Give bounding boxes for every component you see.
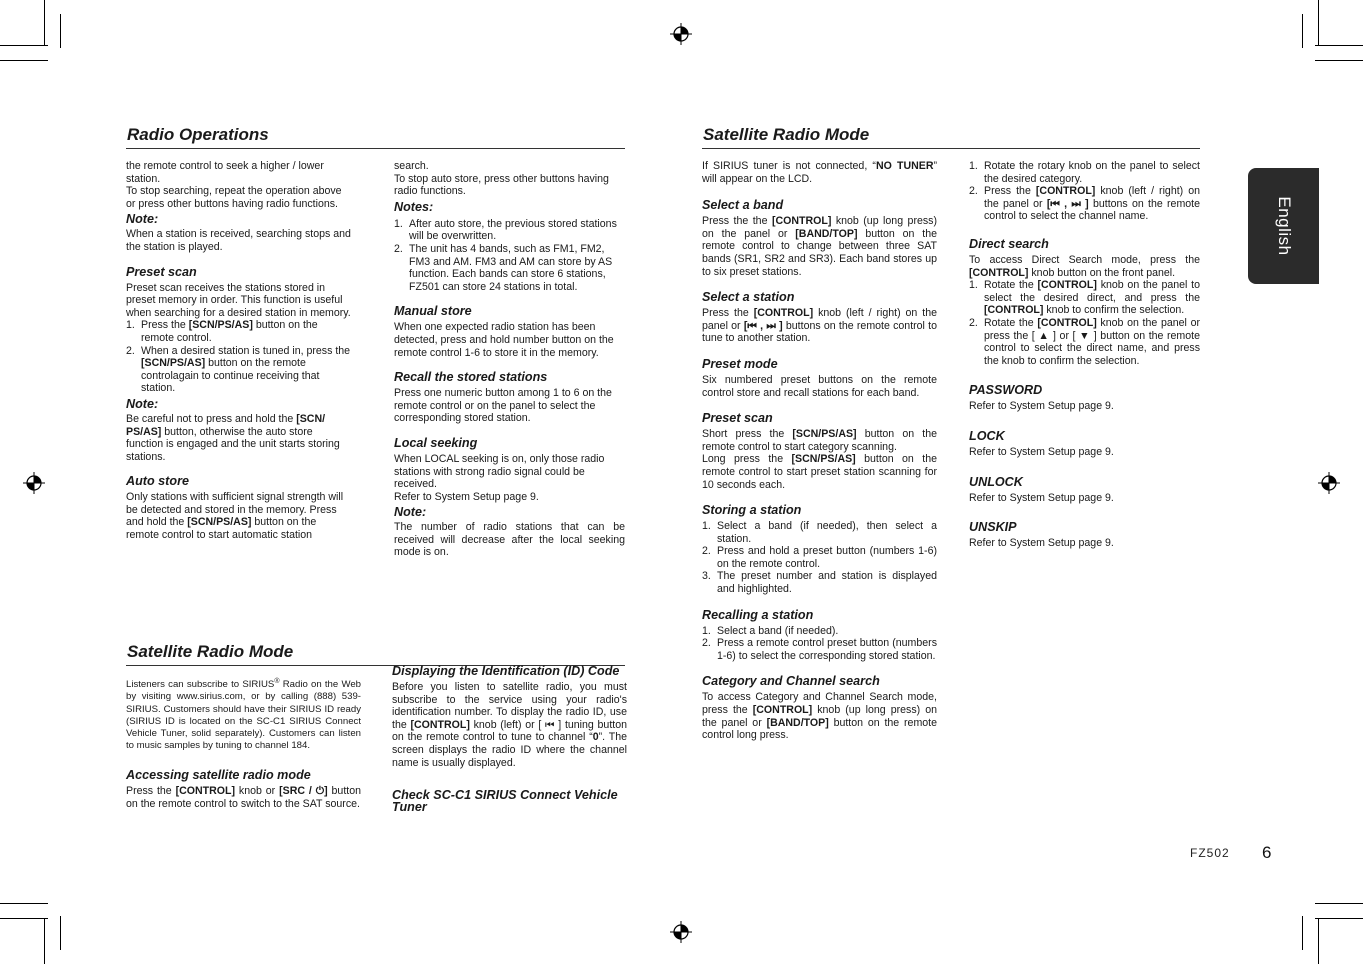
list-item: 2. Press and hold a preset button (numbers 1-6) on the remote control. [702, 545, 937, 570]
crop-mark [1318, 0, 1319, 46]
body-text: The number of radio stations that can be received will decrease after the local seeking mode is on. [394, 521, 625, 559]
select-station-heading: Select a station [702, 290, 795, 305]
category-channel-heading: Category and Channel search [702, 674, 880, 689]
list-item: 3. The preset number and station is displayed and highlighted. [702, 570, 937, 596]
note-heading: Note: [126, 396, 159, 411]
recalling-station-heading: Recalling a station [702, 607, 814, 622]
registration-mark-icon [1318, 472, 1340, 494]
list-item: 1. Press the [SCN/PS/AS] button on the remote control. [126, 319, 318, 344]
body-text: To stop auto store, press other buttons having radio functions. [394, 172, 609, 198]
body-text: the remote control to seek a higher / lower station. [126, 160, 324, 185]
crop-mark [1315, 918, 1363, 919]
satellite-radio-title-left: Satellite Radio Mode [127, 642, 294, 661]
registration-mark-icon [670, 23, 692, 45]
body-text: To stop searching, repeat the operation above or press other buttons having radio functions. [126, 185, 342, 210]
radio-operations-title: Radio Operations [127, 125, 269, 144]
body-text: When a station is received, searching stops and the station is played. [126, 228, 351, 253]
body-text: Be careful not to press and hold the [SCN/ PS/AS] button, otherwise the auto store function is engaged and the unit starts storing stations. [126, 412, 340, 463]
section-rule [126, 148, 625, 149]
body-text: Refer to System Setup page 9. [969, 445, 1114, 458]
list-item: 2. When a desired station is tuned in, press the [SCN/PS/AS] button on the remote controlagain to continue receiving that station. [126, 344, 351, 395]
section-rule [702, 148, 1200, 149]
unskip-heading: UNSKIP [969, 520, 1017, 535]
crop-mark [60, 14, 61, 48]
lock-heading: LOCK [969, 428, 1005, 443]
list-item: 1. After auto store, the previous stored stations will be overwritten. [394, 217, 617, 243]
crop-mark [1315, 45, 1363, 46]
crop-mark [0, 45, 48, 46]
select-band-heading: Select a band [702, 198, 784, 213]
crop-mark [1318, 918, 1319, 964]
notes-heading: Notes: [394, 199, 434, 214]
storing-station-heading: Storing a station [702, 503, 802, 518]
check-tuner-heading: Check SC-C1 SIRIUS Connect Vehicle Tuner [392, 788, 618, 815]
manual-store-heading: Manual store [394, 304, 472, 319]
list-item: 2. The unit has 4 bands, such as FM1, FM2, FM3 and AM. FM3 and AM can store by AS function. Each bands can store 6 stations, FZ501 can store 24 stations in total. [394, 242, 613, 293]
crop-mark [1315, 60, 1363, 61]
radio-ops-column-1 [126, 160, 352, 542]
crop-mark [0, 918, 48, 919]
preset-mode-heading: Preset mode [702, 356, 778, 371]
body-text: If SIRIUS tuner is not connected, “NO TUNER” will appear on the LCD. [702, 160, 938, 185]
list-item: 2. Press a remote control preset button (numbers 1-6) to select the corresponding stored station. [702, 637, 937, 662]
accessing-satellite-heading: Accessing satellite radio mode [126, 768, 311, 783]
crop-mark [1315, 903, 1363, 904]
preset-scan-heading: Preset scan [126, 264, 197, 279]
body-text: Press the [CONTROL] knob (left / right) on the panel or [⏮ , ⏭ ] buttons on the remote control to tune to another station. [702, 307, 937, 345]
crop-mark [1302, 14, 1303, 48]
list-item: 2. Rotate the [CONTROL] knob on the panel or press the [ ▲ ] or [ ▼ ] button on the remote control to select the direct name, and press the knob to confirm the selection. [969, 316, 1200, 367]
display-id-heading: Displaying the Identification (ID) Code [392, 664, 620, 678]
list-item: 1. Select a band (if needed), then select a station. [702, 520, 937, 545]
body-text: Press the [CONTROL] knob or [SRC / ⏻] button on the remote control to switch to the SAT source. [126, 785, 361, 810]
body-text: Refer to System Setup page 9. [969, 400, 1114, 413]
crop-mark [0, 60, 48, 61]
model-number: FZ502 [1190, 846, 1230, 860]
body-text: Refer to System Setup page 9. [394, 490, 539, 503]
language-tab [1248, 168, 1319, 284]
body-text: Press the the [CONTROL] knob (up long press) on the panel or [BAND/TOP] button on the remote control to change between three SAT bands (SR1, SR2 and SR3). Each band stores up to six preset stations. [702, 215, 938, 278]
direct-search-heading: Direct search [969, 236, 1049, 251]
crop-mark [1302, 916, 1303, 950]
radio-ops-column-2 [394, 160, 625, 559]
preset-scan-heading: Preset scan [702, 411, 773, 426]
body-text: Short press the [SCN/PS/AS] button on the remote control to start category scanning. [702, 428, 937, 453]
body-text: Before you listen to satellite radio, you must subscribe to the service using your radio's identification number. To display the radio ID, use the [CONTROL] knob (left) or [ ⏮ ] tuning button on the remote control to tune to channel “0”. The screen displays the radio ID where the channel name is usually displayed. [392, 681, 628, 769]
page-number: 6 [1262, 843, 1272, 862]
body-text: Press one numeric button among 1 to 6 on the remote control or on the panel to select the corresponding stored station. [394, 387, 612, 425]
crop-mark [44, 0, 45, 46]
local-seeking-heading: Local seeking [394, 435, 478, 450]
language-tab-label: English [1274, 196, 1294, 256]
body-text: To access Category and Channel Search mode, press the [CONTROL] knob (up long press) on the panel or [BAND/TOP] button on the remote control long press. [702, 691, 937, 742]
crop-mark [60, 916, 61, 950]
body-text: Six numbered preset buttons on the remote control store and recall stations for each band. [702, 373, 937, 399]
body-text: To access Direct Search mode, press the [CONTROL] knob button on the front panel. [969, 253, 1200, 279]
body-text: When LOCAL seeking is on, only those radio stations with strong radio signal could be received. [394, 452, 605, 491]
list-item: 1. Rotate the [CONTROL] knob on the panel to select the desired direct, and press the [CONTROL] knob to confirm the selection. [969, 279, 1200, 317]
sat-left-column-1 [126, 676, 361, 811]
body-text: Refer to System Setup page 9. [969, 537, 1114, 550]
note-heading: Note: [394, 505, 427, 520]
crop-mark [44, 918, 45, 964]
unlock-heading: UNLOCK [969, 474, 1023, 489]
body-text: Listeners can subscribe to SIRIUS® Radio on the Web by visiting www.sirius.com, or by calling (888) 539-SIRIUS. Customers should have their SIRIUS ID ready (SIRIUS ID is located on the SC-C1 SIRIUS Connect Vehicle Tuner, solid separately). Customers can listen to music samples by tuning to channel 184. [126, 678, 361, 752]
sat-right-column-2 [969, 160, 1200, 550]
body-text: Preset scan receives the stations stored in preset memory in order. This function is useful when searching for a desired station in memory. [126, 281, 351, 319]
sat-right-column-1 [702, 160, 937, 742]
body-text: search. [394, 160, 429, 172]
body-text: Refer to System Setup page 9. [969, 491, 1114, 504]
password-heading: PASSWORD [969, 383, 1043, 398]
body-text: Long press the [SCN/PS/AS] button on the remote control to start preset station scanning for 10 seconds each. [702, 453, 937, 491]
list-item: 1. Rotate the rotary knob on the panel to select the desired category. [969, 160, 1200, 185]
body-text: Only stations with sufficient signal strength will be detected and stored in the memory. Press and hold the [SCN/PS/AS] button on the remote control to start automatic station [126, 491, 344, 542]
registration-mark-icon [670, 921, 692, 943]
recall-stored-heading: Recall the stored stations [394, 370, 548, 385]
body-text: When one expected radio station has been detected, press and hold number button on the remote control 1-6 to store it in the memory. [394, 321, 614, 359]
registration-mark-icon [23, 472, 45, 494]
sat-left-column-2 [392, 664, 627, 815]
note-heading: Note: [126, 212, 159, 227]
crop-mark [0, 903, 48, 904]
satellite-radio-title-right: Satellite Radio Mode [703, 125, 870, 144]
list-item: 1. Select a band (if needed). [702, 624, 839, 637]
auto-store-heading: Auto store [126, 474, 189, 489]
list-item: 2. Press the [CONTROL] knob (left / right) on the panel or [⏮ , ⏭ ] buttons on the remote control to select the channel name. [969, 185, 1200, 223]
